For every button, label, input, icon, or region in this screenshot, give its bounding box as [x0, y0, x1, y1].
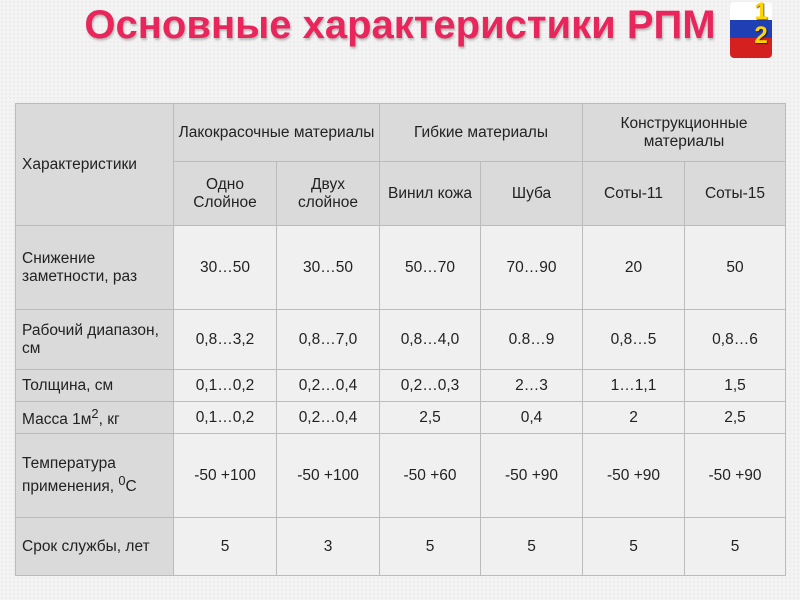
table-cell: 0,8…4,0 [380, 310, 481, 370]
table-cell: -50 +90 [685, 434, 786, 518]
table-cell: 30…50 [174, 226, 277, 310]
row-label-text: Температура применения, [22, 454, 119, 496]
table-cell: 5 [685, 518, 786, 576]
slide-number-digit-1: 1 [754, 0, 768, 25]
subheader: Соты-11 [583, 162, 685, 226]
table-cell: 0,8…6 [685, 310, 786, 370]
subheader: Шуба [481, 162, 583, 226]
corner-header: Характеристики [16, 104, 174, 226]
page-title: Основные характеристики РПМ [84, 3, 716, 47]
subheader: Соты-15 [685, 162, 786, 226]
table-cell: -50 +100 [174, 434, 277, 518]
subheader: Винил кожа [380, 162, 481, 226]
table-cell: 50…70 [380, 226, 481, 310]
table-cell: 0,2…0,4 [277, 370, 380, 402]
table-row [16, 434, 786, 518]
table-cell: 20 [583, 226, 685, 310]
table-cell: 0,2…0,3 [380, 370, 481, 402]
table-cell: 0,4 [481, 402, 583, 434]
table-cell: 3 [277, 518, 380, 576]
slide-number [746, 0, 776, 62]
table-cell: 1…1,1 [583, 370, 685, 402]
row-label [16, 434, 174, 518]
table-cell: 0,8…3,2 [174, 310, 277, 370]
row-label: Толщина, см [16, 370, 174, 402]
subheader: Одно Слойное [174, 162, 277, 226]
table-cell: 0,8…7,0 [277, 310, 380, 370]
table-cell: 50 [685, 226, 786, 310]
row-label-superscript: 0 [118, 472, 126, 488]
table-cell: 30…50 [277, 226, 380, 310]
table-cell: 5 [174, 518, 277, 576]
table-row [16, 226, 786, 310]
table-cell: 2,5 [380, 402, 481, 434]
table-cell: 0.8…9 [481, 310, 583, 370]
subheader: Двух слойное [277, 162, 380, 226]
table-cell: 0,1…0,2 [174, 402, 277, 434]
table-row [16, 310, 786, 370]
group-header-structural: Конструкционные материалы [583, 104, 786, 162]
table-cell: 5 [380, 518, 481, 576]
table-cell: 2…3 [481, 370, 583, 402]
row-label-text: Масса 1м [22, 411, 92, 429]
table-cell: 70…90 [481, 226, 583, 310]
table-cell: 2,5 [685, 402, 786, 434]
table-cell: -50 +100 [277, 434, 380, 518]
table-cell: 5 [481, 518, 583, 576]
row-label: Снижение заметности, раз [16, 226, 174, 310]
table-cell: -50 +60 [380, 434, 481, 518]
table-cell: 2 [583, 402, 685, 434]
row-label: Рабочий диапазон, см [16, 310, 174, 370]
table-cell: 0,2…0,4 [277, 402, 380, 434]
table-row [16, 402, 786, 434]
row-label-superscript: 2 [91, 405, 99, 421]
row-label [16, 402, 174, 434]
characteristics-table [15, 103, 786, 576]
table-cell: 1,5 [685, 370, 786, 402]
table-row [16, 370, 786, 402]
table-cell: 0,8…5 [583, 310, 685, 370]
row-label-unit: , кг [98, 411, 120, 429]
row-label-unit: С [125, 478, 137, 496]
row-label: Срок службы, лет [16, 518, 174, 576]
group-header-paint: Лакокрасочные материалы [174, 104, 380, 162]
table-cell: 5 [583, 518, 685, 576]
table-row [16, 518, 786, 576]
table-cell: -50 +90 [481, 434, 583, 518]
table-cell: -50 +90 [583, 434, 685, 518]
slide-number-digit-2: 2 [754, 22, 768, 49]
group-header-flexible: Гибкие материалы [380, 104, 583, 162]
table-cell: 0,1…0,2 [174, 370, 277, 402]
